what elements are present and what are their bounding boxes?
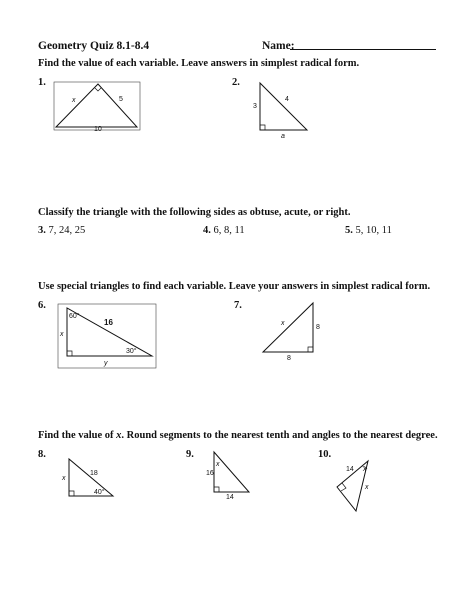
p8-side-x-label: x: [62, 475, 66, 482]
problem-7-number: 7.: [234, 300, 242, 311]
p1-side-x-label: x: [72, 97, 76, 104]
section2-instruction: Classify the triangle with the following sides as obtuse, acute, or right.: [38, 207, 351, 218]
name-label: Name:: [262, 40, 295, 52]
section4-instruction: Find the value of x. Round segments to the nearest tenth and angles to the nearest degree.: [38, 430, 438, 441]
problem-1-number: 1.: [38, 77, 46, 88]
p6-angle-right-label: 30°: [126, 348, 137, 355]
problem-5-sides: 5, 10, 11: [355, 225, 392, 236]
section3-instruction: Use special triangles to find each variable. Leave your answers in simplest radical form.: [38, 281, 431, 292]
problem-9-number: 9.: [186, 449, 194, 460]
p10-angle-label: x: [363, 466, 367, 473]
p10-leg-label: 14: [346, 466, 354, 473]
p8-hyp-label: 18: [90, 470, 98, 477]
p2-base-label: a: [281, 133, 285, 140]
p9-leg-label: 16: [206, 470, 214, 477]
instruction-variable: x: [116, 430, 122, 441]
problem-5-number: 5.: [345, 225, 353, 236]
problem-4-sides: 6, 8, 11: [213, 225, 245, 236]
p7-hyp-label: x: [281, 320, 285, 327]
quiz-title: Geometry Quiz 8.1-8.4: [38, 40, 150, 52]
p9-base-label: 14: [226, 494, 234, 501]
p7-leg-label: 8: [316, 324, 320, 331]
problem-4-number: 4.: [203, 225, 211, 236]
p7-base-label: 8: [287, 355, 291, 362]
p2-leg-label: 3: [253, 103, 257, 110]
problem-3-sides: 7, 24, 25: [48, 225, 86, 236]
p8-angle-label: 40°: [94, 489, 105, 496]
problem-2-number: 2.: [232, 77, 240, 88]
problem-10-number: 10.: [318, 449, 332, 460]
problem-8-number: 8.: [38, 449, 46, 460]
p9-side-x-label: x: [216, 461, 220, 468]
p1-side-5-label: 5: [119, 96, 123, 103]
p1-base-label: 10: [94, 126, 102, 133]
p2-hyp-label: 4: [285, 96, 289, 103]
section1-instruction: Find the value of each variable. Leave answers in simplest radical form.: [38, 58, 360, 69]
problem-6-number: 6.: [38, 300, 46, 311]
p10-hyp-label: x: [365, 484, 369, 491]
p6-side-x-label: x: [60, 331, 64, 338]
p6-hyp-label: 16: [104, 318, 113, 327]
p6-angle-top-label: 60°: [69, 313, 80, 320]
p6-side-y-label: y: [104, 360, 108, 367]
problem-3-number: 3.: [38, 225, 46, 236]
